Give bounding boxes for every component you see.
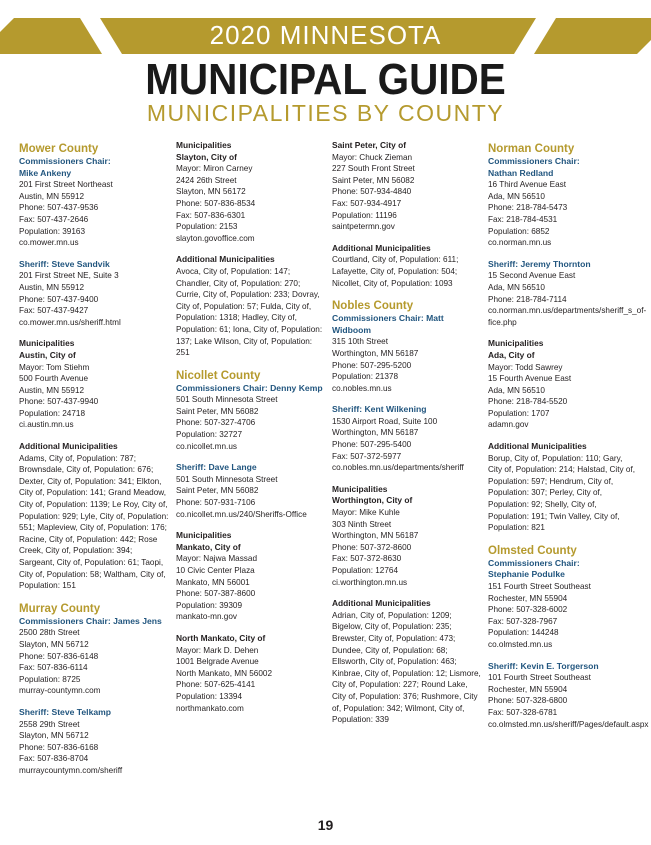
sheriff-lines — [19, 270, 169, 328]
text-line: 1001 Belgrade Avenue — [176, 657, 259, 667]
text-line: 501 South Minnesota Street — [176, 395, 278, 405]
municipalities-label: Municipalities — [176, 530, 232, 541]
murray-sheriff-section — [19, 707, 169, 777]
text-line: Phone: 218-784-5473 — [488, 203, 568, 213]
text-line: Phone: 507-931-7106 — [176, 498, 256, 508]
text-line: Phone: 507-437-9940 — [19, 397, 99, 407]
text-line: 227 South Front Street — [332, 164, 415, 174]
text-line: Worthington, MN 56187 — [332, 348, 419, 358]
additional-label: Additional Municipalities — [19, 441, 118, 452]
additional-text: Adams, City of, Population: 787; Brownsdale, City of, Population: 676; Dexter, City of, Population: 341; Elkton, City of, Population: 141; Grand Meadow, City of, Population: 1139; Le Roy, City of, Population: 929; Lyle, City of, Population: 551; Mapleview, City of, Population: 176; Racine, City of, Population: 442; Rose Creek, City of, Population: 394; Sargeant, City of, Population: 61; Taopi, City of, Population: 58; Waltham, City of, Population: 151 — [19, 453, 169, 591]
mower-additional-section — [19, 441, 169, 592]
text-line: Population: 24718 — [19, 408, 86, 418]
text-line[interactable]: slayton.govoffice.com — [176, 233, 255, 243]
page-title: MUNICIPAL GUIDE — [145, 55, 506, 104]
text-line: 2558 29th Street — [19, 719, 80, 729]
text-line: 10 Civic Center Plaza — [176, 566, 255, 575]
text-line[interactable]: northmankato.com — [176, 703, 244, 713]
address-lines — [488, 581, 638, 651]
sheriff-lines — [488, 270, 647, 328]
worthington-section — [332, 484, 482, 588]
murray-county-section — [19, 602, 169, 697]
additional-text: Adrian, City of, Population: 1209; Bigelow, City of, Population: 235; Brewster, City of, Population: 473; Dundee, City of, Population: 68; Ellsworth, City of, Population: 463; Kinbrae, City of, Population: 12; Lismore, City of, Population: 227; Round Lake, City of, Population: 376; Rushmore, City of, Population: 342; Wilmont, City of, Population: 339 — [332, 610, 481, 725]
text-line[interactable]: adamn.gov — [488, 420, 529, 430]
city-lines — [332, 507, 482, 588]
text-line: Phone: 218-784-5520 — [488, 397, 568, 407]
text-line: Worthington, MN 56187 — [332, 428, 419, 438]
text-line: Phone: 507-437-9400 — [19, 294, 99, 304]
text-line: Phone: 507-328-6800 — [488, 696, 568, 706]
text-line[interactable]: co.olmsted.mn.us — [488, 639, 553, 649]
column-1 — [19, 140, 169, 787]
column-3 — [332, 140, 482, 736]
address-lines — [488, 179, 638, 249]
county-heading: Norman County — [488, 143, 575, 155]
county-heading: Murray County — [19, 602, 101, 615]
chair-label: Commissioners Chair: — [488, 557, 580, 568]
text-line: Mayor: Chuck Zieman — [332, 152, 413, 162]
text-line: 2424 26th Street — [176, 175, 237, 185]
additional-label: Additional Municipalities — [176, 254, 275, 265]
chair-heading: Commissioners Chair: James Jens — [19, 615, 162, 626]
banner-title: 2020 MINNESOTA — [209, 20, 442, 50]
text-line: 201 First Street NE, Suite 3 — [19, 271, 119, 281]
text-line: Austin, MN 55912 — [19, 282, 85, 292]
text-line: Phone: 507-836-6168 — [19, 742, 99, 752]
text-line: Phone: 507-295-5200 — [332, 360, 412, 370]
text-line: Phone: 507-327-4706 — [176, 418, 256, 428]
text-line[interactable]: co.norman.mn.us — [488, 238, 552, 248]
chair-heading: Commissioners Chair: Denny Kemp — [176, 382, 323, 393]
text-line: Ada, MN 56510 — [488, 385, 545, 395]
text-line: Mayor: Mike Kuhle — [332, 508, 400, 518]
text-line[interactable]: ci.austin.mn.us — [19, 420, 74, 430]
municipalities-label: Municipalities — [19, 338, 75, 349]
text-line: Saint Peter, MN 56082 — [176, 406, 259, 416]
norman-county-section — [488, 142, 638, 249]
text-line: Fax: 507-437-9427 — [19, 306, 89, 316]
text-line: 15 Second Avenue East — [488, 271, 576, 281]
text-line: Slayton, MN 56712 — [19, 731, 89, 741]
county-heading: Nicollet County — [176, 369, 261, 382]
ada-section — [488, 338, 638, 431]
chair-heading: Commissioners Chair: Matt Widboom — [332, 313, 444, 335]
text-line[interactable]: co.nobles.mn.us — [332, 383, 392, 393]
saint-peter-section — [332, 140, 482, 233]
page-subtitle: MUNICIPALITIES BY COUNTY — [146, 100, 505, 126]
text-line: 2500 28th Street — [19, 628, 80, 638]
text-line: Population: 11196 — [332, 210, 397, 220]
text-line: Population: 2153 — [176, 222, 238, 232]
text-line: Worthington, MN 56187 — [332, 531, 419, 541]
text-line: Phone: 507-295-5400 — [332, 440, 412, 450]
text-line: Fax: 218-784-4531 — [488, 214, 558, 224]
nobles-sheriff-section — [332, 404, 482, 474]
text-line: Phone: 507-372-8600 — [332, 542, 412, 552]
text-line: Mayor: Tom Stiehm — [19, 362, 90, 372]
text-line: Mayor: Miron Carney — [176, 164, 253, 174]
address-lines — [19, 627, 169, 697]
city-lines — [176, 645, 326, 715]
chair-label: Commissioners Chair: — [19, 156, 111, 166]
text-line: Fax: 507-934-4917 — [332, 198, 402, 208]
text-line: Population: 39163 — [19, 226, 86, 236]
text-line: Phone: 507-836-6148 — [19, 651, 99, 661]
text-line: Mayor: Najwa Massad — [176, 554, 257, 564]
text-line: Fax: 507-328-7967 — [488, 616, 558, 626]
text-line[interactable]: saintpetermn.gov — [332, 222, 395, 232]
text-line: Rochester, MN 55904 — [488, 593, 568, 603]
city-name: Slayton, City of — [176, 151, 237, 162]
murray-additional-section — [176, 254, 326, 358]
mankato-section — [176, 530, 326, 623]
text-line: Fax: 507-437-2646 — [19, 214, 89, 224]
text-line: Phone: 507-934-4840 — [332, 187, 412, 197]
nobles-additional-section — [332, 598, 482, 726]
additional-text: Borup, City of, Population: 110; Gary, City of, Population: 214; Halstad, City of, Population: 597; Hendrum, City of, Population: 307; Perley, City of, Population: 92; Shelly, City of, Population: 191; Twin Valley, City of, Population: 821 — [488, 453, 635, 533]
text-line: North Mankato, MN 56002 — [176, 668, 273, 678]
austin-section — [19, 338, 169, 431]
municipalities-label: Municipalities — [488, 338, 544, 349]
text-line: Population: 8725 — [19, 674, 81, 684]
mower-sheriff-section — [19, 259, 169, 329]
text-line: Fax: 507-836-8704 — [19, 754, 89, 764]
sheriff-lines — [332, 416, 482, 474]
county-heading: Olmsted County — [488, 544, 577, 557]
sheriff-lines — [19, 719, 169, 777]
nobles-county-section — [332, 299, 482, 394]
text-line: co.nicollet.mn.us/240/Sheriffs-Office — [176, 509, 307, 519]
city-lines — [176, 163, 326, 244]
text-line: Population: 13394 — [176, 691, 243, 701]
text-line: Phone: 218-784-7114 — [488, 294, 567, 304]
text-line: Phone: 507-328-6002 — [488, 605, 568, 615]
municipalities-label: Municipalities — [176, 140, 232, 150]
norman-additional-section — [488, 441, 638, 534]
olmsted-sheriff-section — [488, 660, 649, 731]
additional-text: Avoca, City of, Population: 147; Chandler, City of, Population: 270; Currie, City of, Population: 233; Dovray, City of, Population: 57; Fulda, City of, Population: 1318; Hadley, City of, Population: 61; Iona, City of, Population: 137; Lake Wilson, City of, Population: 251 — [176, 266, 323, 358]
sheriff-heading: Sheriff: Steve Telkamp — [19, 706, 112, 717]
text-line[interactable]: co.nicollet.mn.us — [176, 441, 237, 451]
city-lines — [488, 362, 638, 432]
norman-sheriff-section — [488, 258, 647, 329]
municipalities-label: Municipalities — [332, 483, 388, 494]
city-name: Saint Peter, City of — [332, 140, 406, 150]
text-line[interactable]: co.mower.mn.us/sheriff.html — [19, 317, 121, 327]
additional-label: Additional Municipalities — [332, 598, 431, 609]
sheriff-lines — [488, 672, 649, 730]
text-line: co.nobles.mn.us/departments/sheriff — [332, 463, 464, 473]
text-line: Fax: 507-372-8630 — [332, 554, 402, 564]
page-number: 19 — [317, 817, 334, 833]
sheriff-heading: Sheriff: Kevin E. Torgerson — [488, 660, 599, 671]
text-line: Phone: 507-387-8600 — [176, 589, 256, 599]
text-line: Population: 39309 — [176, 600, 243, 610]
text-line: Population: 21378 — [332, 372, 399, 382]
text-line: 315 10th Street — [332, 337, 388, 347]
text-line: murraycountymn.com/sheriff — [19, 765, 123, 775]
text-line: Saint Peter, MN 56082 — [332, 175, 415, 185]
text-line: Population: 1707 — [488, 408, 550, 418]
slayton-section — [176, 140, 326, 244]
text-line: Slayton, MN 56172 — [176, 187, 246, 197]
text-line: Fax: 507-372-5977 — [332, 451, 402, 461]
county-heading: Mower County — [19, 143, 99, 155]
additional-text: Courtland, City of, Population: 611; Lafayette, City of, Population: 504; Nicollet, City of, Population: 1093 — [332, 255, 459, 288]
sheriff-heading: Sheriff: Kent Wilkening — [332, 404, 427, 415]
city-lines — [176, 553, 326, 623]
header-banner — [0, 18, 651, 54]
address-lines — [332, 336, 482, 394]
chair-name: Nathan Redland — [488, 167, 554, 178]
text-line: Fax: 507-328-6781 — [488, 707, 558, 717]
chair-name: Stephanie Podulke — [488, 569, 565, 580]
text-line[interactable]: ci.worthington.mn.us — [332, 577, 408, 587]
text-line: Slayton, MN 56712 — [19, 639, 89, 649]
sheriff-heading: Sheriff: Jeremy Thornton — [488, 258, 591, 269]
text-line: 201 First Street Northeast — [19, 180, 113, 190]
text-line: Population: 12764 — [332, 566, 399, 575]
text-line: Austin, MN 55912 — [19, 191, 85, 201]
city-name: Worthington, City of — [332, 495, 413, 506]
address-lines — [19, 179, 169, 249]
text-line: 501 South Minnesota Street — [176, 474, 278, 484]
text-line: Phone: 507-625-4141 — [176, 680, 256, 690]
city-name: Austin, City of — [19, 349, 76, 360]
text-line: Mayor: Mark D. Dehen — [176, 645, 259, 655]
address-lines — [176, 394, 326, 452]
nicollet-additional-section — [332, 243, 482, 289]
text-line: Austin, MN 55912 — [19, 385, 85, 395]
text-line: 16 Third Avenue East — [488, 180, 566, 190]
text-line: Phone: 507-836-8534 — [176, 198, 256, 208]
additional-label: Additional Municipalities — [488, 441, 587, 452]
text-line: Mankato, MN 56001 — [176, 577, 250, 587]
city-name: Ada, City of — [488, 349, 535, 360]
text-line: Population: 6852 — [488, 226, 550, 236]
chair-label: Commissioners Chair: — [488, 156, 580, 166]
nicollet-sheriff-section — [176, 462, 326, 520]
nicollet-county-section — [176, 369, 326, 453]
text-line: Population: 144248 — [488, 628, 559, 638]
north-mankato-section — [176, 633, 326, 714]
sheriff-lines — [176, 474, 326, 520]
city-lines — [19, 362, 169, 432]
text-line: Fax: 507-836-6114 — [19, 663, 88, 673]
column-4 — [488, 140, 649, 740]
text-line: Saint Peter, MN 56082 — [176, 486, 259, 496]
text-line: 15 Fourth Avenue East — [488, 374, 572, 384]
mower-county-section — [19, 142, 169, 249]
text-line: Fax: 507-836-6301 — [176, 210, 246, 220]
text-line: Rochester, MN 55904 — [488, 684, 568, 694]
text-line: Population: 32727 — [176, 430, 243, 440]
text-line[interactable]: mankato-mn.gov — [176, 612, 237, 622]
additional-label: Additional Municipalities — [332, 242, 431, 253]
sheriff-heading: Sheriff: Dave Lange — [176, 462, 257, 473]
text-line: 101 Fourth Street Southeast — [488, 673, 591, 683]
city-lines — [332, 152, 482, 233]
text-line: 1530 Airport Road, Suite 100 — [332, 416, 438, 426]
column-2 — [176, 140, 326, 724]
text-line: 151 Fourth Street Southeast — [488, 582, 591, 591]
olmsted-county-section — [488, 544, 638, 651]
city-name: Mankato, City of — [176, 541, 241, 552]
text-line[interactable]: co.norman.mn.us/departments/sheriff_s_of-fice.php — [488, 306, 647, 327]
county-heading: Nobles County — [332, 300, 414, 313]
chair-name: Mike Ankeny — [19, 167, 72, 178]
sheriff-heading: Sheriff: Steve Sandvik — [19, 258, 110, 269]
text-line: Phone: 507-437-9536 — [19, 203, 99, 213]
text-line[interactable]: murray-countymn.com — [19, 686, 101, 696]
text-line: 303 Ninth Street — [332, 519, 392, 529]
text-line: Mayor: Todd Sawrey — [488, 362, 563, 372]
text-line: Ada, MN 56510 — [488, 282, 545, 292]
city-name: North Mankato, City of — [176, 632, 266, 643]
text-line[interactable]: co.mower.mn.us — [19, 238, 79, 248]
text-line[interactable]: co.olmsted.mn.us/sheriff/Pages/default.aspx — [488, 719, 649, 729]
text-line: 500 Fourth Avenue — [19, 374, 89, 384]
text-line: Ada, MN 56510 — [488, 191, 545, 201]
